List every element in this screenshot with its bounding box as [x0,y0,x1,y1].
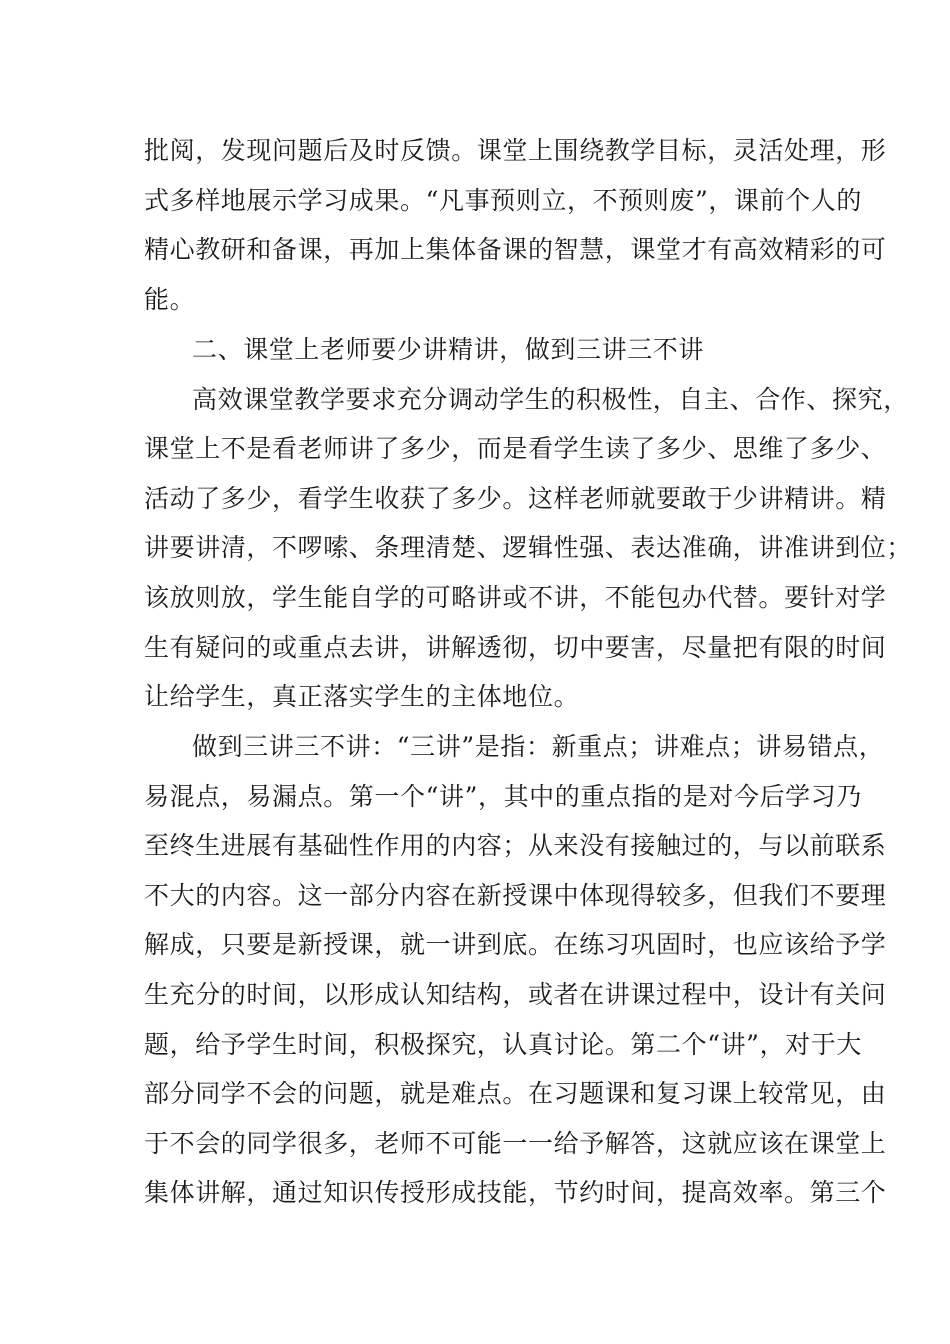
text-line: 生有疑问的或重点去讲，讲解透彻，切中要害，尽量把有限的时间 [144,633,887,662]
text-line: 集体讲解，通过知识传授形成技能，节约时间，提高效率。第三个 [144,1178,887,1207]
section-heading: 二、课堂上老师要少讲精讲，做到三讲三不讲 [192,335,705,364]
text-line: 让给学生，真正落实学生的主体地位。 [144,682,580,711]
text-line: 不大的内容。这一部分内容在新授课中体现得较多，但我们不要理 [144,881,887,910]
text-line: 做到三讲三不讲：“三讲”是指：新重点；讲难点；讲易错点， [192,732,885,761]
text-line: 批阅，发现问题后及时反馈。课堂上围绕教学目标，灵活处理，形 [144,136,887,165]
text-line: 课堂上不是看老师讲了多少，而是看学生读了多少、思维了多少、 [144,434,887,463]
text-line: 式多样地展示学习成果。“凡事预则立，不预则废”，课前个人的 [144,186,862,215]
text-line: 精心教研和备课，再加上集体备课的智慧，课堂才有高效精彩的可 [144,235,887,264]
text-line: 于不会的同学很多，老师不可能一一给予解答，这就应该在课堂上 [144,1129,887,1158]
text-line: 生充分的时间，以形成认知结构，或者在讲课过程中，设计有关问 [144,980,887,1009]
text-line: 解成，只要是新授课，就一讲到底。在练习巩固时，也应该给予学 [144,930,887,959]
text-line: 易混点，易漏点。第一个“讲”，其中的重点指的是对今后学习乃 [144,782,862,811]
text-line: 该放则放，学生能自学的可略讲或不讲，不能包办代替。要针对学 [144,583,887,612]
text-line: 高效课堂教学要求充分调动学生的积极性，自主、合作、探究， [192,385,909,414]
text-line: 活动了多少，看学生收获了多少。这样老师就要敢于少讲精讲。精 [144,484,887,513]
text-line: 能。 [144,285,196,314]
text-line: 至终生进展有基础性作用的内容；从来没有接触过的，与以前联系 [144,831,887,860]
text-line: 部分同学不会的问题，就是难点。在习题课和复习课上较常见，由 [144,1079,887,1108]
text-line: 讲要讲清，不啰嗦、条理清楚、逻辑性强、表达准确，讲准讲到位； [144,533,913,562]
text-line: 题，给予学生时间，积极探究，认真讨论。第二个“讲”，对于大 [144,1030,862,1059]
